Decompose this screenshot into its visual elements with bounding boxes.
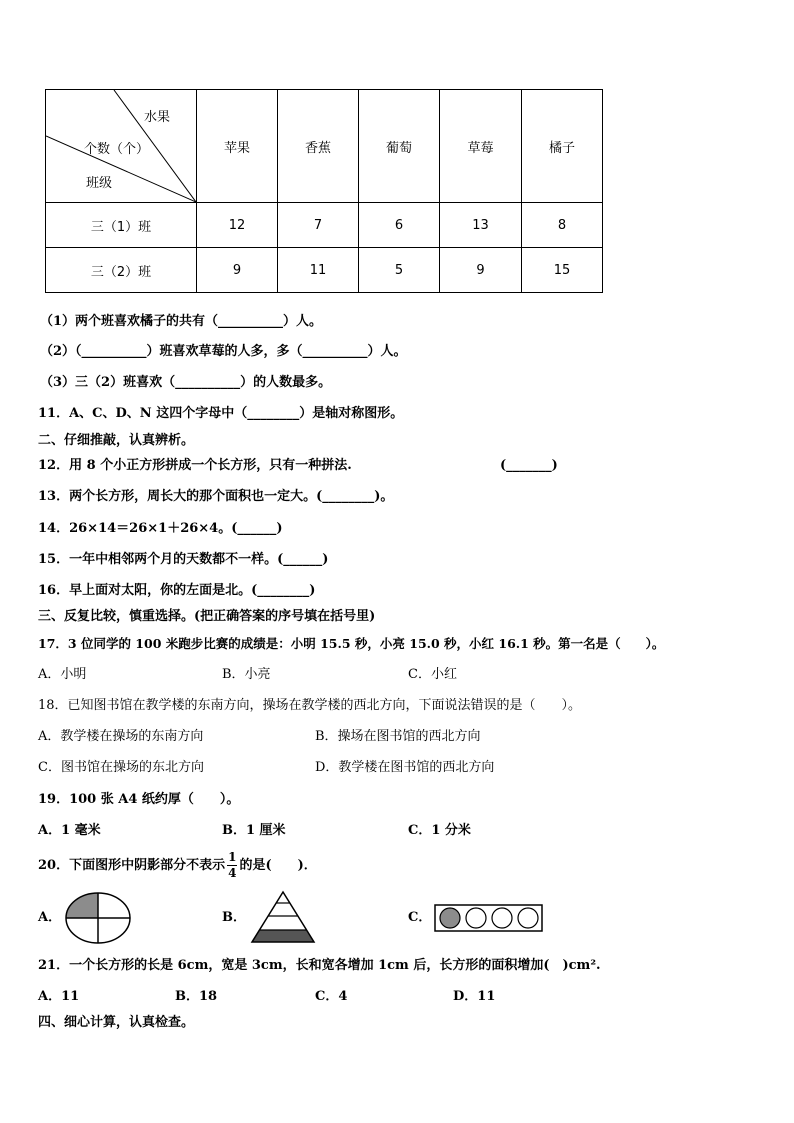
q17-option-c: C．小红 [408, 667, 457, 682]
table-cell: 7 [278, 203, 359, 248]
table-row [46, 203, 603, 248]
question-19: 19．100 张 A4 纸约厚（ ）。 [38, 792, 240, 807]
question-20 [38, 849, 317, 883]
fruit-table [45, 89, 603, 293]
table-cell: 8 [522, 203, 603, 248]
q18-option-c: C．图书馆在操场的东北方向 [38, 760, 204, 775]
q19-option-b: B．1 厘米 [222, 823, 286, 838]
q20-option-a-label: A． [38, 910, 62, 925]
question-11: 11．A、C、D、N 这四个字母中（________）是轴对称图形。 [38, 406, 404, 421]
q21-option-c: C．4 [315, 989, 348, 1004]
column-header-apple: 苹果 [197, 90, 278, 203]
row-label: 三（1）班 [46, 203, 197, 248]
question-14: 14．26×14＝26×1＋26×4。(______) [38, 521, 283, 536]
question-18: 18．已知图书馆在教学楼的东南方向，操场在教学楼的西北方向，下面说法错误的是（ ）。 [38, 698, 582, 713]
header-fruit: 水果 [144, 110, 171, 125]
table-cell: 11 [278, 248, 359, 293]
question-21: 21．一个长方形的长是 6cm，宽是 3cm，长和宽各增加 1cm 后，长方形的面积增加( )cm². [38, 958, 601, 973]
section-3-heading: 三、反复比较，慎重选择。(把正确答案的序号填在括号里) [38, 609, 376, 624]
table-cell: 13 [440, 203, 522, 248]
circle [518, 908, 538, 928]
q21-option-a: A．11 [38, 989, 80, 1004]
section-4-heading: 四、细心计算，认真检查。 [38, 1015, 195, 1030]
table-cell: 9 [197, 248, 278, 293]
fraction-one-quarter [227, 850, 237, 881]
q20-figure-c [434, 904, 544, 932]
column-header-grape: 葡萄 [359, 90, 440, 203]
header-count: 个数（个） [84, 142, 150, 157]
question-17: 17．3 位同学的 100 米跑步比赛的成绩是：小明 15.5 秒，小亮 15.0 秒，小红 16.1 秒。第一名是（ ）。 [38, 636, 665, 651]
sub-question-3: （3）三（2）班喜欢（__________）的人数最多。 [40, 375, 332, 390]
q18-option-d: D．教学楼在图书馆的西北方向 [315, 760, 495, 775]
shaded-bottom-band [252, 930, 314, 942]
column-header-strawberry: 草莓 [440, 90, 522, 203]
table-cell: 6 [359, 203, 440, 248]
question-13: 13．两个长方形，周长大的那个面积也一定大。(________)。 [38, 489, 394, 504]
table-row [46, 248, 603, 293]
fraction-numerator: 1 [228, 850, 237, 864]
q20-figure-b [248, 890, 318, 944]
q20-option-c-label: C． [408, 910, 432, 925]
q18-option-a: A．教学楼在操场的东南方向 [38, 729, 204, 744]
question-15: 15．一年中相邻两个月的天数都不一样。(______) [38, 552, 329, 567]
question-12-blank: (_______) [500, 458, 558, 473]
q20-figure-a [64, 891, 132, 945]
q17-option-b: B．小亮 [222, 667, 271, 682]
table-cell: 9 [440, 248, 522, 293]
shaded-circle [440, 908, 460, 928]
circle [492, 908, 512, 928]
q21-option-b: B．18 [175, 989, 218, 1004]
fraction-denominator: 4 [228, 866, 237, 880]
header-class: 班级 [86, 176, 113, 191]
q21-option-d: D．11 [453, 989, 496, 1004]
table-cell: 12 [197, 203, 278, 248]
q19-option-c: C．1 分米 [408, 823, 471, 838]
q17-option-a: A．小明 [38, 667, 87, 682]
row-label: 三（2）班 [46, 248, 197, 293]
question-20-prefix: 20．下面图形中阴影部分不表示 [38, 858, 226, 873]
question-20-suffix: 的是( )． [239, 858, 317, 873]
q19-option-a: A．1 毫米 [38, 823, 101, 838]
table-cell: 5 [359, 248, 440, 293]
sub-question-1: （1）两个班喜欢橘子的共有（__________）人。 [40, 314, 323, 329]
column-header-orange: 橘子 [522, 90, 603, 203]
q20-option-b-label: B． [222, 910, 246, 925]
circle [466, 908, 486, 928]
diagonal-header-cell [46, 90, 197, 203]
column-header-banana: 香蕉 [278, 90, 359, 203]
sub-question-2: （2）（__________）班喜欢草莓的人多，多（__________）人。 [40, 344, 407, 359]
table-cell: 15 [522, 248, 603, 293]
section-2-heading: 二、仔细推敲，认真辨析。 [38, 433, 195, 448]
question-12: 12．用 8 个小正方形拼成一个长方形，只有一种拼法. [38, 458, 352, 473]
q18-option-b: B．操场在图书馆的西北方向 [315, 729, 481, 744]
question-16: 16．早上面对太阳，你的左面是北。(________) [38, 583, 316, 598]
